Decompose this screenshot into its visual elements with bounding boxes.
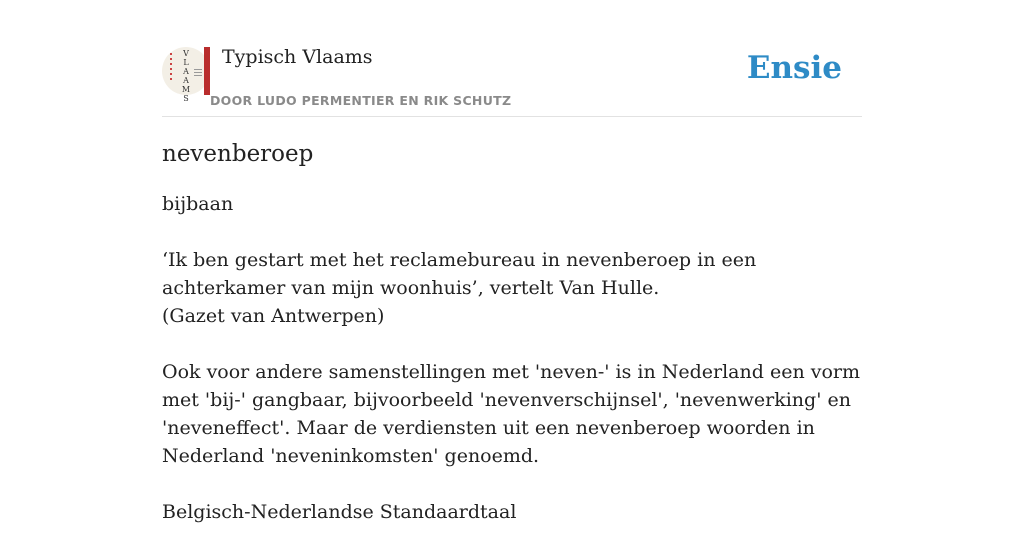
example-quote: ‘Ik ben gestart met het reclamebureau in nevenberoep in een achterkamer van mijn woonhuis’, vertelt Van Hulle. — [162, 249, 757, 299]
site-logo[interactable] — [162, 47, 210, 103]
logo-letter: L — [183, 58, 189, 67]
logo-letter: A — [183, 76, 189, 85]
logo-letters — [179, 49, 193, 103]
site-authors: DOOR LUDO PERMENTIER EN RIK SCHUTZ — [210, 93, 512, 108]
logo-rules — [194, 69, 202, 70]
header — [162, 46, 862, 117]
entry-term: nevenberoep — [162, 141, 314, 167]
logo-letter: M — [181, 85, 191, 94]
logo-letter: A — [183, 67, 189, 76]
logo-letter: S — [183, 94, 189, 103]
logo-red-band — [204, 47, 210, 95]
logo-decoration — [170, 53, 172, 83]
entry-note: Ook voor andere samenstellingen met 'neven-' is in Nederland een vorm met 'bij-' gangbaar, bijvoorbeeld 'nevenverschijnsel', 'nevenwerking' en 'neveneffect'. Maar de verdiensten uit een nevenberoep woorden in Nederland 'neveninkomsten' genoemd. — [162, 361, 860, 467]
logo-letter: V — [183, 49, 189, 58]
entry-definition: bijbaan — [162, 193, 234, 215]
brand-logo[interactable]: Ensie — [746, 50, 842, 86]
site-title[interactable]: Typisch Vlaams — [222, 46, 373, 68]
entry-content — [162, 136, 867, 554]
entry-label: Belgisch-Nederlandse Standaardtaal — [162, 501, 517, 523]
entry-example — [162, 246, 867, 330]
example-source: (Gazet van Antwerpen) — [162, 305, 385, 327]
